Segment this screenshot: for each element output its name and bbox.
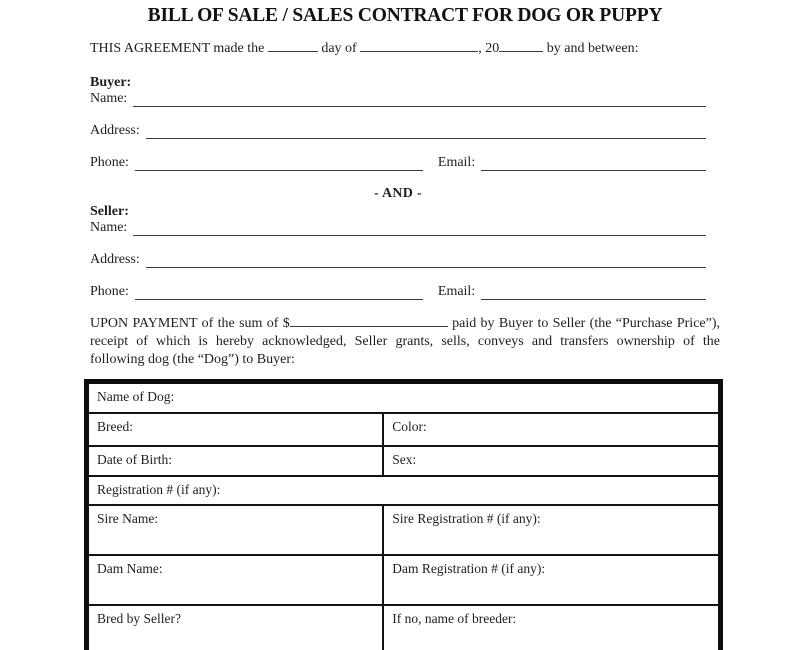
seller-heading: Seller:: [90, 204, 129, 219]
dam-registration-cell[interactable]: Dam Registration # (if any):: [383, 555, 720, 605]
sire-registration-cell[interactable]: Sire Registration # (if any):: [383, 505, 720, 555]
sex-cell[interactable]: Sex:: [383, 446, 720, 476]
payment-before-amount: UPON PAYMENT of the sum of $: [90, 316, 290, 331]
seller-email-label: Email:: [437, 284, 476, 299]
buyer-name-row: [90, 91, 706, 107]
buyer-section: [90, 74, 706, 171]
table-row-breed-color: [87, 413, 721, 446]
buyer-phone-field[interactable]: [135, 155, 423, 171]
agreement-month-field[interactable]: [360, 39, 478, 52]
date-of-birth-cell[interactable]: Date of Birth:: [87, 446, 384, 476]
agreement-year-prefix: , 20: [478, 41, 500, 56]
bred-by-seller-cell[interactable]: Bred by Seller?: [87, 605, 384, 650]
table-row-dam: [87, 555, 721, 605]
breed-cell[interactable]: Breed:: [87, 413, 384, 446]
seller-name-row: [90, 220, 706, 236]
seller-phone-email-row: [90, 284, 706, 300]
dog-info-table: [84, 379, 723, 650]
name-of-dog-cell[interactable]: Name of Dog:: [87, 382, 721, 414]
buyer-phone-label: Phone:: [90, 155, 129, 170]
document-title: BILL OF SALE / SALES CONTRACT FOR DOG OR PUPPY: [147, 5, 663, 26]
seller-section: [90, 203, 706, 300]
table-row-bred-by-seller: [87, 605, 721, 650]
seller-address-row: [90, 252, 706, 268]
payment-paragraph: [90, 314, 720, 369]
table-row-dob-sex: [87, 446, 721, 476]
buyer-name-label: Name:: [90, 91, 128, 106]
table-row-name-of-dog: [87, 382, 721, 414]
sire-name-cell[interactable]: Sire Name:: [87, 505, 384, 555]
seller-phone-label: Phone:: [90, 284, 129, 299]
document-body: [90, 39, 720, 369]
seller-email-field[interactable]: [481, 284, 706, 300]
buyer-name-field[interactable]: [133, 91, 706, 107]
color-cell[interactable]: Color:: [383, 413, 720, 446]
table-row-sire: [87, 505, 721, 555]
buyer-address-label: Address:: [90, 123, 140, 138]
registration-cell[interactable]: Registration # (if any):: [87, 476, 721, 505]
breeder-name-cell[interactable]: If no, name of breeder:: [383, 605, 720, 650]
and-divider: - AND -: [374, 186, 422, 201]
agreement-suffix: by and between:: [546, 41, 639, 56]
buyer-address-field[interactable]: [146, 123, 706, 139]
buyer-heading: Buyer:: [90, 75, 132, 90]
buyer-email-label: Email:: [437, 155, 476, 170]
payment-after-amount: paid by Buyer to Seller (the “Purchase Price”),: [452, 316, 720, 331]
agreement-day-field[interactable]: [268, 39, 318, 52]
table-row-registration: [87, 476, 721, 505]
seller-name-label: Name:: [90, 220, 128, 235]
payment-line-3: following dog (the “Dog”) to Buyer:: [90, 352, 295, 367]
seller-name-field[interactable]: [133, 220, 706, 236]
seller-phone-field[interactable]: [135, 284, 423, 300]
agreement-prefix: THIS AGREEMENT made the: [90, 41, 265, 56]
agreement-day-of-text: day of: [321, 41, 357, 56]
seller-address-label: Address:: [90, 252, 140, 267]
dam-name-cell[interactable]: Dam Name:: [87, 555, 384, 605]
agreement-line: [90, 39, 706, 57]
buyer-address-row: [90, 123, 706, 139]
buyer-email-field[interactable]: [481, 155, 706, 171]
payment-line-2: receipt of which is hereby acknowledged, Seller grants, sells, conveys and transfers ownership of the: [90, 334, 720, 349]
purchase-price-field[interactable]: [290, 314, 448, 327]
payment-line-1: [90, 314, 720, 333]
agreement-year-field[interactable]: [499, 39, 543, 52]
buyer-phone-email-row: [90, 155, 706, 171]
seller-address-field[interactable]: [146, 252, 706, 268]
